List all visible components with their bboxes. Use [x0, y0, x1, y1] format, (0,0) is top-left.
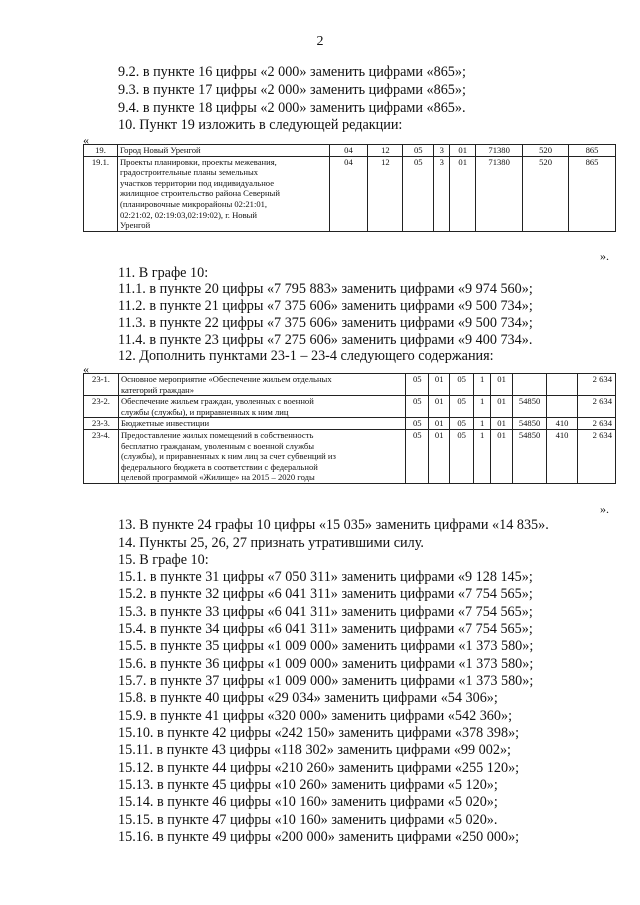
amendment-line: 9.4. в пункте 18 цифры «2 000» заменить цифрами «865». — [118, 100, 466, 116]
table-row — [84, 156, 616, 231]
amendment-line: 14. Пункты 25, 26, 27 признать утратившими силу. — [118, 535, 424, 551]
amount-cell: 2 634 — [578, 429, 616, 483]
amendment-line: 15.2. в пункте 32 цифры «6 041 311» заменить цифрами «7 754 565»; — [118, 586, 533, 602]
amount-cell: 2 634 — [578, 396, 616, 418]
close-quote: ». — [600, 249, 609, 263]
code-cell: 12 — [368, 145, 403, 157]
amendment-line: 9.2. в пункте 16 цифры «2 000» заменить цифрами «865»; — [118, 64, 466, 80]
page-number: 2 — [316, 34, 324, 49]
code-cell: 04 — [329, 156, 368, 231]
row-number: 23-3. — [84, 418, 119, 430]
row-name: Предоставление жилых помещений в собственность бесплатно гражданам, уволенным с военной службы (службы), и приравненных к ним лиц за счет субвенций из федерального бюджета в соответствии с федеральной целевой программой «Жилище» на 2015 – 2020 годы — [118, 429, 405, 483]
row-name: Обеспечение жильем граждан, уволенных с военной службы (службы), и приравненных к ним лиц — [118, 396, 405, 418]
amendment-line: 15.11. в пункте 43 цифры «118 302» заменить цифрами «99 002»; — [118, 742, 511, 758]
code-cell: 54850 — [513, 429, 547, 483]
row-name: Основное мероприятие «Обеспечение жильем отдельных категорий граждан» — [118, 374, 405, 396]
code-cell: 410 — [547, 429, 578, 483]
code-cell: 05 — [406, 418, 429, 430]
code-cell: 05 — [450, 429, 474, 483]
budget-table-item-19 — [83, 144, 616, 232]
open-quote: « — [83, 362, 89, 376]
row-number: 23-4. — [84, 429, 119, 483]
code-cell: 01 — [491, 374, 513, 396]
row-number: 23-1. — [84, 374, 119, 396]
amount-cell: 865 — [569, 145, 616, 157]
amendment-line: 15.8. в пункте 40 цифры «29 034» заменить цифрами «54 306»; — [118, 690, 498, 706]
table-row — [84, 145, 616, 157]
code-cell: 71380 — [476, 156, 523, 231]
amendment-line: 15.6. в пункте 36 цифры «1 009 000» заменить цифрами «1 373 580»; — [118, 656, 534, 672]
amount-cell: 2 634 — [578, 374, 616, 396]
row-number: 19.1. — [84, 156, 118, 231]
row-name: Бюджетные инвестиции — [118, 418, 405, 430]
code-cell: 54850 — [513, 418, 547, 430]
code-cell: 1 — [474, 418, 491, 430]
code-cell: 1 — [474, 396, 491, 418]
amendment-line: 15.1. в пункте 31 цифры «7 050 311» заменить цифрами «9 128 145»; — [118, 569, 533, 585]
amendment-line: 15.3. в пункте 33 цифры «6 041 311» заменить цифрами «7 754 565»; — [118, 604, 533, 620]
code-cell: 05 — [450, 418, 474, 430]
open-quote: « — [83, 133, 89, 147]
amendment-line: 11.2. в пункте 21 цифры «7 375 606» заменить цифрами «9 500 734»; — [118, 298, 533, 314]
code-cell: 05 — [403, 156, 434, 231]
code-cell: 3 — [434, 156, 450, 231]
code-cell: 01 — [491, 429, 513, 483]
close-quote: ». — [600, 502, 609, 516]
code-cell: 01 — [450, 145, 476, 157]
code-cell: 04 — [329, 145, 368, 157]
amendment-line: 15.5. в пункте 35 цифры «1 009 000» заменить цифрами «1 373 580»; — [118, 638, 534, 654]
budget-table-items-23 — [83, 373, 616, 484]
code-cell: 01 — [491, 396, 513, 418]
amendment-line: 15. В графе 10: — [118, 552, 209, 568]
amendment-line: 13. В пункте 24 графы 10 цифры «15 035» заменить цифрами «14 835». — [118, 517, 549, 533]
amendment-line: 15.14. в пункте 46 цифры «10 160» заменить цифрами «5 020»; — [118, 794, 498, 810]
code-cell: 520 — [523, 145, 569, 157]
code-cell: 01 — [450, 156, 476, 231]
code-cell: 01 — [429, 374, 450, 396]
code-cell: 1 — [474, 429, 491, 483]
amount-cell: 2 634 — [578, 418, 616, 430]
code-cell: 54850 — [513, 396, 547, 418]
code-cell: 05 — [406, 396, 429, 418]
amendment-line: 15.7. в пункте 37 цифры «1 009 000» заменить цифрами «1 373 580»; — [118, 673, 534, 689]
amendment-line: 11.1. в пункте 20 цифры «7 795 883» заменить цифрами «9 974 560»; — [118, 281, 533, 297]
code-cell — [513, 374, 547, 396]
amendment-line: 15.12. в пункте 44 цифры «210 260» заменить цифрами «255 120»; — [118, 760, 520, 776]
amendment-line: 11.4. в пункте 23 цифры «7 275 606» заменить цифрами «9 400 734». — [118, 332, 533, 348]
amendment-line: 11. В графе 10: — [118, 265, 209, 281]
code-cell — [547, 396, 578, 418]
table-row — [84, 396, 616, 418]
amount-cell: 865 — [569, 156, 616, 231]
code-cell: 05 — [403, 145, 434, 157]
code-cell: 01 — [429, 429, 450, 483]
row-number: 19. — [84, 145, 118, 157]
code-cell: 01 — [429, 396, 450, 418]
amendment-line: 15.9. в пункте 41 цифры «320 000» заменить цифрами «542 360»; — [118, 708, 513, 724]
code-cell: 05 — [406, 374, 429, 396]
amendment-line: 15.4. в пункте 34 цифры «6 041 311» заменить цифрами «7 754 565»; — [118, 621, 533, 637]
row-name: Город Новый Уренгой — [117, 145, 329, 157]
code-cell: 01 — [429, 418, 450, 430]
code-cell: 520 — [523, 156, 569, 231]
amendment-line: 15.13. в пункте 45 цифры «10 260» заменить цифрами «5 120»; — [118, 777, 498, 793]
code-cell: 410 — [547, 418, 578, 430]
amendment-line: 15.15. в пункте 47 цифры «10 160» заменить цифрами «5 020». — [118, 812, 498, 828]
code-cell: 3 — [434, 145, 450, 157]
code-cell: 01 — [491, 418, 513, 430]
table-row — [84, 374, 616, 396]
code-cell: 12 — [368, 156, 403, 231]
code-cell: 05 — [450, 396, 474, 418]
amendment-line: 15.16. в пункте 49 цифры «200 000» заменить цифрами «250 000»; — [118, 829, 520, 845]
code-cell: 05 — [406, 429, 429, 483]
amendment-line: 11.3. в пункте 22 цифры «7 375 606» заменить цифрами «9 500 734»; — [118, 315, 533, 331]
row-name: Проекты планировки, проекты межевания, градостроительные планы земельных участков территории под индивидуальное жилищное строительство района Северный (планировочные микрорайоны 02:21:01, 02:21:02, 02:19:03,02:19:02), г. Новый Уренгой — [117, 156, 329, 231]
table-row — [84, 429, 616, 483]
amendment-line: 12. Дополнить пунктами 23-1 – 23-4 следующего содержания: — [118, 348, 494, 364]
table-row — [84, 418, 616, 430]
amendment-line: 9.3. в пункте 17 цифры «2 000» заменить цифрами «865»; — [118, 82, 466, 98]
code-cell: 05 — [450, 374, 474, 396]
code-cell — [547, 374, 578, 396]
amendment-line: 15.10. в пункте 42 цифры «242 150» заменить цифрами «378 398»; — [118, 725, 520, 741]
code-cell: 1 — [474, 374, 491, 396]
code-cell: 71380 — [476, 145, 523, 157]
amendment-line: 10. Пункт 19 изложить в следующей редакции: — [118, 117, 403, 133]
row-number: 23-2. — [84, 396, 119, 418]
